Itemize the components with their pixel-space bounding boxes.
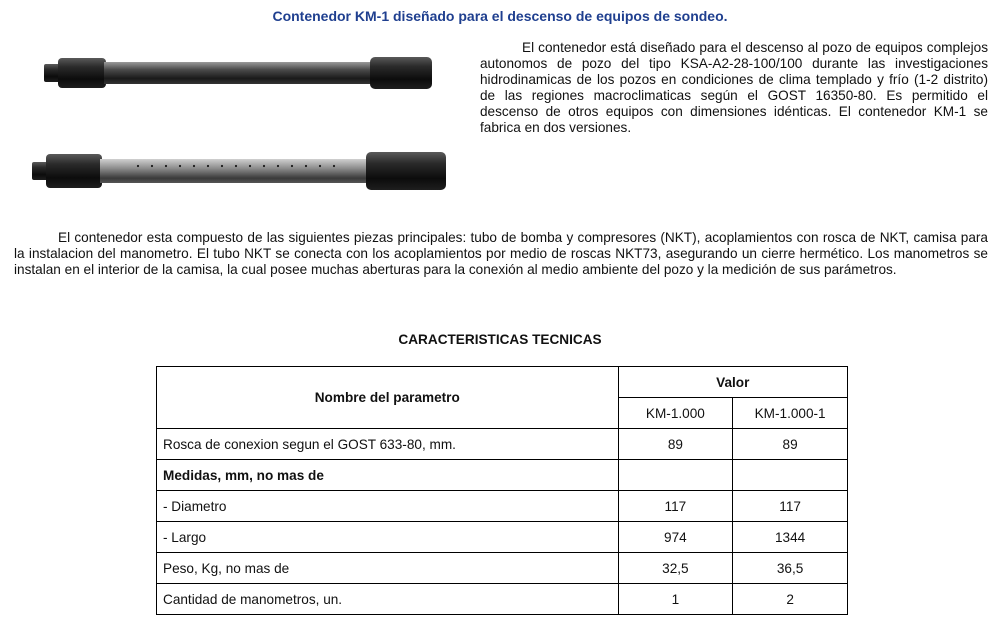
container-short — [44, 57, 432, 89]
value-cell: 89 — [733, 429, 848, 460]
version-header: KM-1.000 — [618, 398, 733, 429]
param-cell: Rosca de conexion segun el GOST 633-80, mm. — [157, 429, 619, 460]
table-row — [157, 584, 848, 615]
description-paragraph: El contenedor esta compuesto de las siguientes piezas principales: tubo de bomba y compresores (NKT), acoplamientos con rosca de NKT, camisa para la instalacion del manometro. El tubo NKT se conecta con los acoplamientos por medio de roscas NKT73, asegurando un cierre hermético. Los manometros se instalan en el interior de la camisa, la cual posee muchas aberturas para la conexión al medio ambiente del pozo y la medición de sus parámetros. — [14, 230, 988, 277]
table-row — [157, 460, 848, 491]
value-column-header: Valor — [618, 367, 847, 398]
value-cell: 974 — [618, 522, 733, 553]
table-header-row — [157, 367, 848, 398]
param-cell: Cantidad de manometros, un. — [157, 584, 619, 615]
specs-table — [156, 366, 848, 615]
param-cell: Peso, Kg, no mas de — [157, 553, 619, 584]
table-row — [157, 491, 848, 522]
value-cell: 36,5 — [733, 553, 848, 584]
value-cell: 117 — [733, 491, 848, 522]
param-column-header: Nombre del parametro — [157, 367, 619, 429]
container-long — [32, 152, 446, 190]
value-cell: 1 — [618, 584, 733, 615]
param-cell: - Diametro — [157, 491, 619, 522]
intro-paragraph: El contenedor está diseñado para el descenso al pozo de equipos complejos autonomos de pozo del tipo KSA-A2-28-100/100 durante las investigaciones hidrodinamicas de los pozos en condiciones de clima templado y frío (1-2 distrito) de las regiones macroclimaticas según el GOST 16350-80. Es permitido el descenso de otros equipos con dimensiones idénticas. El contenedor KM-1 se fabrica en dos versiones. — [480, 40, 988, 135]
container-photo — [28, 38, 458, 208]
table-title: CARACTERISTICAS TECNICAS — [398, 332, 602, 347]
table-row — [157, 553, 848, 584]
version-header: KM-1.000-1 — [733, 398, 848, 429]
table-row — [157, 522, 848, 553]
table-row — [157, 429, 848, 460]
value-cell — [733, 460, 848, 491]
param-cell: Medidas, mm, no mas de — [157, 460, 619, 491]
param-cell: - Largo — [157, 522, 619, 553]
page-title: Contenedor KM-1 diseñado para el descenso de equipos de sondeo. — [272, 8, 728, 24]
value-cell: 2 — [733, 584, 848, 615]
value-cell — [618, 460, 733, 491]
value-cell: 1344 — [733, 522, 848, 553]
value-cell: 89 — [618, 429, 733, 460]
value-cell: 32,5 — [618, 553, 733, 584]
value-cell: 117 — [618, 491, 733, 522]
